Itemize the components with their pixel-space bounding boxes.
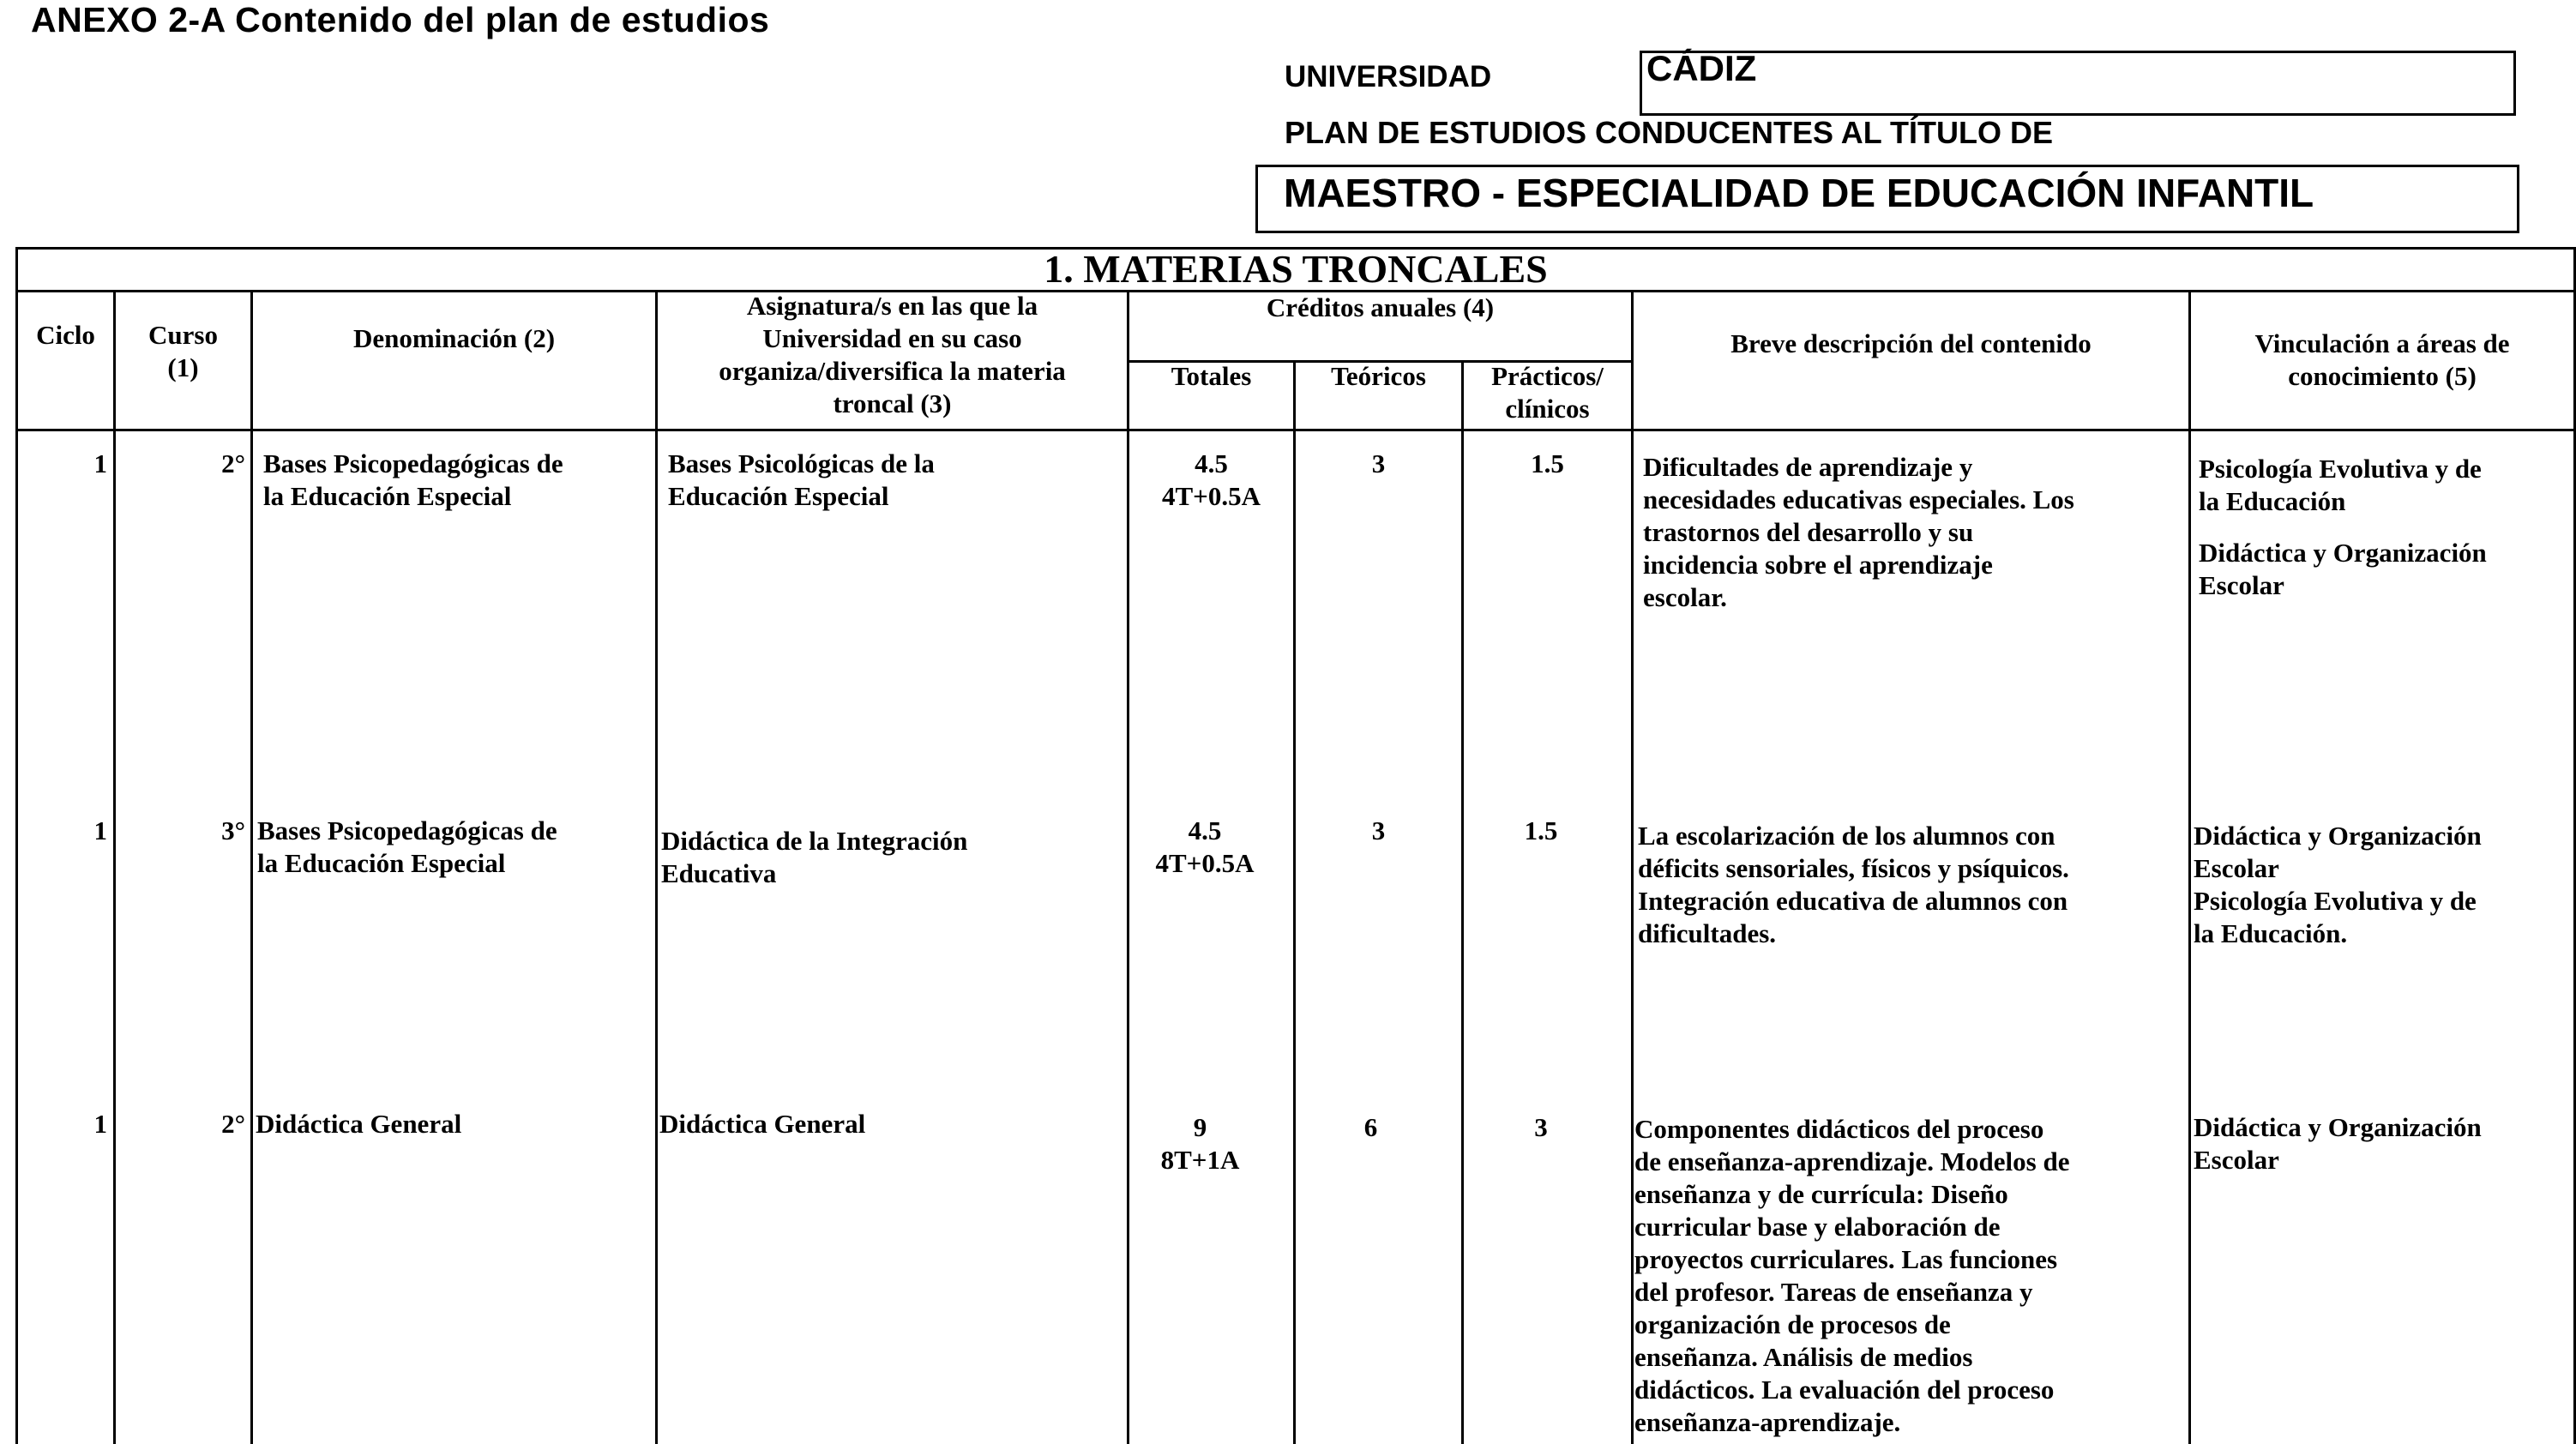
row2-descripcion-line: dificultades. (1638, 918, 1777, 948)
row2-teoricos: 3 (1371, 815, 1386, 845)
degree-value: MAESTRO - ESPECIALIDAD DE EDUCACIÓN INFANTIL (1284, 171, 2314, 215)
plan-label: PLAN DE ESTUDIOS CONDUCENTES AL TÍTULO DE (1285, 115, 2054, 150)
row1-teoricos: 3 (1371, 448, 1386, 478)
row1-denominacion-line: la Educación Especial (263, 481, 512, 511)
university-box (1640, 51, 2516, 116)
header-curso (116, 319, 250, 384)
row3-denominacion-line: Didáctica General (256, 1109, 462, 1139)
row3-vinculacion (2194, 1111, 2573, 1176)
row2-practicos: 1.5 (1524, 815, 1558, 845)
row2-vinculacion (2194, 820, 2573, 950)
row1-descripcion-line: trastornos del desarrollo y su (1643, 517, 1974, 547)
row1-descripcion (1643, 451, 2185, 614)
row2-descripcion-line: La escolarización de los alumnos con (1638, 821, 2055, 851)
row3-descripcion-line: proyectos curriculares. Las funciones (1634, 1244, 2058, 1274)
row3-totales-breakdown: 8T+1A (1160, 1145, 1240, 1175)
header-totales: Totales (1171, 361, 1252, 391)
row3-vinculacion-line: Escolar (2194, 1145, 2279, 1175)
row1-asignatura (668, 448, 1122, 513)
header-creditos: Créditos anuales (4) (1266, 292, 1495, 322)
row3-descripcion-line: organización de procesos de (1634, 1309, 1951, 1339)
row3-totales (1129, 1111, 1271, 1176)
row1-asignatura-line: Educación Especial (668, 481, 889, 511)
row2-totales-breakdown: 4T+0.5A (1155, 848, 1255, 878)
row1-totales-value: 4.5 (1195, 448, 1228, 478)
row1-descripcion-line: incidencia sobre el aprendizaje (1643, 550, 1993, 580)
row1-vinculacion-gap (2199, 518, 2573, 537)
row1-totales (1129, 448, 1293, 513)
row1-denominacion (263, 448, 653, 513)
row3-teoricos: 6 (1363, 1112, 1378, 1142)
row3-descripcion-line: enseñanza y de currícula: Diseño (1634, 1179, 2008, 1209)
row3-descripcion (1634, 1113, 2187, 1439)
header-asignatura-line: organiza/diversifica la materia (719, 356, 1066, 386)
row3-descripcion-line: curricular base y elaboración de (1634, 1212, 2001, 1242)
row2-curso: 3° (221, 815, 245, 845)
header-practicos (1464, 360, 1631, 425)
row1-descripcion-line: escolar. (1643, 582, 1727, 612)
row1-practicos: 1.5 (1531, 448, 1564, 478)
university-value: CÁDIZ (1646, 48, 1757, 88)
header-practicos-line: clínicos (1505, 394, 1590, 424)
col-divider-denominacion (655, 290, 658, 1444)
col-divider-descripcion (2188, 290, 2191, 1444)
row3-descripcion-line: del profesor. Tareas de enseñanza y (1634, 1277, 2033, 1307)
row2-vinculacion-line: Didáctica y Organización (2194, 821, 2482, 851)
header-asignatura-line: troncal (3) (833, 388, 952, 418)
row3-totales-value: 9 (1193, 1112, 1207, 1142)
row1-curso: 2° (221, 448, 245, 478)
header-asignatura (658, 290, 1127, 420)
row3-descripcion-line: enseñanza. Análisis de medios (1634, 1342, 1973, 1372)
header-curso-label: Curso (148, 320, 218, 350)
header-vinculacion-line: Vinculación a áreas de (2254, 328, 2510, 358)
row2-descripcion-line: déficits sensoriales, físicos y psíquicos. (1638, 853, 2069, 883)
header-ciclo: Ciclo (36, 320, 95, 350)
row1-asignatura-line: Bases Psicológicas de la (668, 448, 935, 478)
row2-descripcion-line: Integración educativa de alumnos con (1638, 886, 2068, 916)
header-curso-note: (1) (167, 352, 199, 382)
row3-ciclo: 1 (93, 1109, 107, 1139)
row1-vinculacion-line: Escolar (2199, 570, 2284, 600)
col-divider-totales (1293, 360, 1296, 1444)
row3-curso: 2° (221, 1109, 245, 1139)
header-denominacion: Denominación (2) (352, 323, 556, 353)
row2-descripcion (1638, 820, 2187, 950)
row1-totales-breakdown: 4T+0.5A (1162, 481, 1261, 511)
header-practicos-line: Prácticos/ (1491, 361, 1604, 391)
col-divider-teoricos (1461, 360, 1464, 1444)
row3-descripcion-line: didácticos. La evaluación del proceso (1634, 1375, 2055, 1405)
row1-ciclo: 1 (93, 448, 107, 478)
row3-descripcion-line: enseñanza-aprendizaje. (1634, 1407, 1901, 1437)
annex-title: ANEXO 2-A Contenido del plan de estudios (31, 0, 770, 39)
header-vinculacion-line: conocimiento (5) (2288, 361, 2477, 391)
col-divider-curso (250, 290, 253, 1444)
row1-vinculacion-line: Didáctica y Organización (2199, 538, 2487, 568)
row3-denominacion (256, 1108, 652, 1140)
row3-practicos: 3 (1534, 1112, 1548, 1142)
row1-descripcion-line: Dificultades de aprendizaje y (1643, 452, 1973, 482)
row2-ciclo: 1 (93, 815, 107, 845)
row2-totales (1129, 815, 1280, 880)
row1-vinculacion-line: la Educación (2199, 486, 2346, 516)
row1-denominacion-line: Bases Psicopedagógicas de (263, 448, 563, 478)
row2-totales-value: 4.5 (1188, 815, 1222, 845)
section-title: 1. MATERIAS TRONCALES (1044, 247, 1548, 291)
row2-denominacion (257, 815, 652, 880)
row3-descripcion-line: Componentes didácticos del proceso (1634, 1114, 2044, 1144)
row2-asignatura-line: Educativa (661, 858, 777, 888)
row3-descripcion-line: de enseñanza-aprendizaje. Modelos de (1634, 1146, 2070, 1176)
header-vinculacion (2191, 328, 2573, 393)
header-bottom-rule (15, 429, 2576, 431)
row3-asignatura-line: Didáctica General (659, 1109, 866, 1139)
row1-descripcion-line: necesidades educativas especiales. Los (1643, 484, 2074, 514)
header-teoricos: Teóricos (1331, 361, 1426, 391)
col-divider-practicos (1631, 290, 1634, 1444)
row3-asignatura (659, 1108, 1122, 1140)
row2-denominacion-line: Bases Psicopedagógicas de (257, 815, 557, 845)
row1-vinculacion-line: Psicología Evolutiva y de (2199, 454, 2482, 484)
row2-vinculacion-line: la Educación. (2194, 918, 2348, 948)
row2-denominacion-line: la Educación Especial (257, 848, 506, 878)
header-asignatura-line: Asignatura/s en las que la (746, 291, 1038, 321)
header-descripcion: Breve descripción del contenido (1730, 328, 2091, 358)
row3-vinculacion-line: Didáctica y Organización (2194, 1112, 2482, 1142)
row1-vinculacion (2199, 453, 2573, 602)
row2-vinculacion-line: Psicología Evolutiva y de (2194, 886, 2477, 916)
university-label: UNIVERSIDAD (1285, 60, 1492, 93)
header-asignatura-line: Universidad en su caso (762, 323, 1022, 353)
row2-asignatura (661, 825, 1122, 890)
row2-vinculacion-line: Escolar (2194, 853, 2279, 883)
row2-asignatura-line: Didáctica de la Integración (661, 826, 968, 856)
